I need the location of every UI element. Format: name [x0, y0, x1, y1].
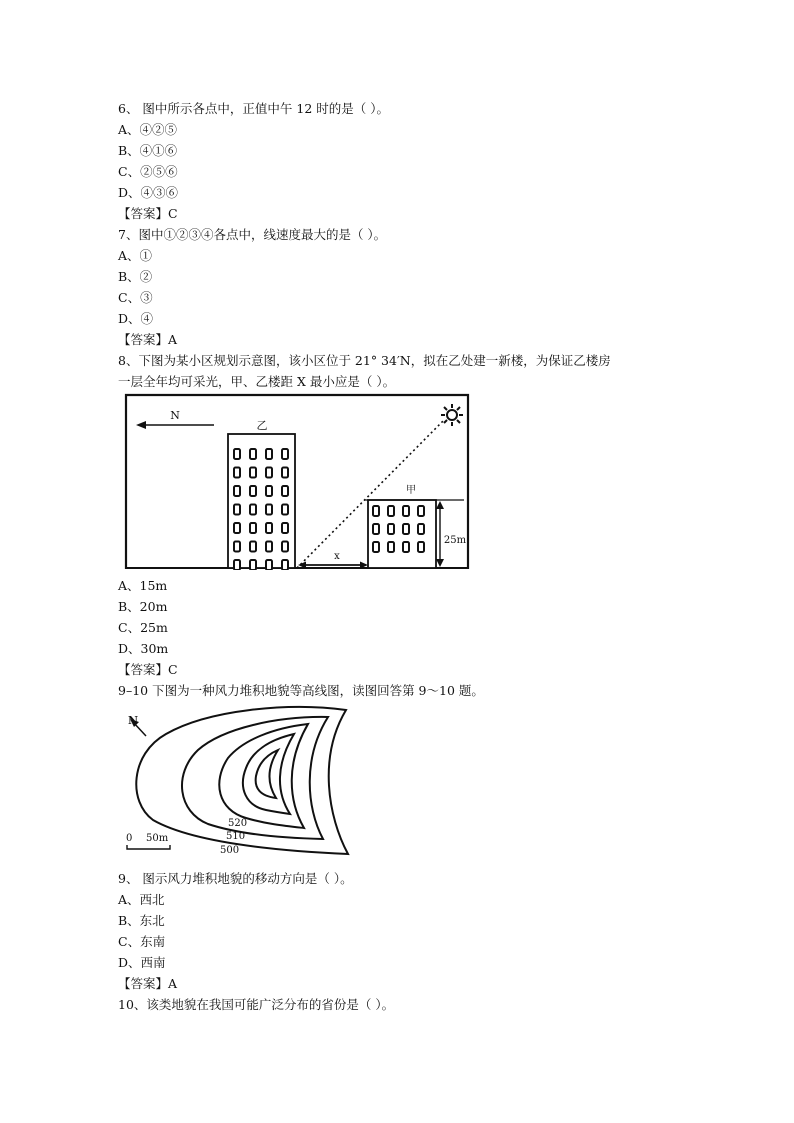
window — [388, 524, 394, 534]
window — [250, 468, 256, 478]
q6-option-b: B、④①⑥ — [118, 143, 178, 158]
scale-bar — [127, 845, 170, 849]
window — [282, 542, 288, 552]
window — [250, 523, 256, 533]
window — [403, 506, 409, 516]
window — [250, 542, 256, 552]
q6-answer: 【答案】C — [118, 206, 178, 221]
contour-north-label: N — [128, 714, 139, 727]
q8-stem-line1: 8、下图为某小区规划示意图，该小区位于 21° 34′N，拟在乙处建一新楼，为保证乙楼房 — [118, 353, 611, 368]
height-dimension — [436, 501, 444, 567]
window — [282, 486, 288, 496]
scale-label: 50m — [146, 833, 169, 844]
building-b — [228, 434, 295, 570]
window — [266, 523, 272, 533]
contour-line-inner-2 — [256, 750, 278, 798]
contour-line-520 — [219, 724, 308, 828]
window — [250, 486, 256, 496]
height-label: 25m — [443, 535, 467, 546]
window — [388, 506, 394, 516]
q6-stem: 6、 图中所示各点中，正值中午 12 时的是（ ）。 — [118, 101, 390, 116]
q8-option-d: D、30m — [118, 641, 169, 656]
window — [266, 505, 272, 515]
q7-answer: 【答案】A — [118, 332, 178, 347]
q7-option-a: A、① — [118, 248, 153, 263]
window — [234, 505, 240, 515]
scale-zero-label: 0 — [126, 833, 133, 844]
window — [282, 468, 288, 478]
building-a — [364, 500, 464, 568]
building-spacing-figure — [122, 393, 472, 570]
window — [266, 486, 272, 496]
q8-option-a: A、15m — [118, 578, 168, 593]
q9-stem: 9、 图示风力堆积地貌的移动方向是（ ）。 — [118, 871, 353, 886]
sun-icon — [441, 404, 463, 426]
q7-option-c: C、③ — [118, 290, 153, 305]
q8-stem-line2: 一层全年均可采光，甲、乙楼距 X 最小应是（ ）。 — [118, 374, 396, 389]
window — [282, 505, 288, 515]
window — [373, 524, 379, 534]
window — [234, 560, 240, 570]
window — [418, 506, 424, 516]
window — [234, 486, 240, 496]
window — [418, 524, 424, 534]
window — [282, 560, 288, 570]
window — [250, 449, 256, 459]
q8-option-c: C、25m — [118, 620, 168, 635]
window — [266, 542, 272, 552]
window — [250, 505, 256, 515]
q6-option-a: A、④②⑤ — [118, 122, 178, 137]
window — [403, 542, 409, 552]
window — [266, 468, 272, 478]
q7-stem: 7、图中①②③④各点中，线速度最大的是（ ）。 — [118, 227, 387, 242]
q9-option-b: B、东北 — [118, 913, 165, 928]
contour-label-510: 510 — [226, 831, 246, 842]
north-arrow — [136, 421, 214, 429]
window — [403, 524, 409, 534]
window — [418, 542, 424, 552]
window — [234, 542, 240, 552]
window — [388, 542, 394, 552]
window — [282, 523, 288, 533]
q9-answer: 【答案】A — [118, 976, 178, 991]
q10-stem: 10、该类地貌在我国可能广泛分布的省份是（ ）。 — [118, 997, 395, 1012]
q8-option-b: B、20m — [118, 599, 168, 614]
contour-label-520: 520 — [228, 818, 248, 829]
window — [234, 523, 240, 533]
window — [250, 560, 256, 570]
north-label: N — [170, 409, 180, 422]
q6-option-d: D、④③⑥ — [118, 185, 179, 200]
window — [234, 449, 240, 459]
contour-label-500: 500 — [220, 845, 240, 856]
contour-line-inner-1 — [243, 734, 294, 814]
window — [373, 542, 379, 552]
window — [234, 468, 240, 478]
building-b-label: 乙 — [256, 419, 268, 432]
window — [282, 449, 288, 459]
q8-answer: 【答案】C — [118, 662, 178, 677]
q7-option-d: D、④ — [118, 311, 154, 326]
q7-option-b: B、② — [118, 269, 153, 284]
q9-10-intro: 9–10 下图为一种风力堆积地貌等高线图，读图回答第 9～10 题。 — [118, 683, 484, 698]
q9-option-a: A、西北 — [118, 892, 165, 907]
building-a-label: 甲 — [406, 485, 416, 496]
q6-option-c: C、②⑤⑥ — [118, 164, 178, 179]
window — [266, 449, 272, 459]
distance-label: x — [334, 551, 340, 562]
window — [373, 506, 379, 516]
q9-option-d: D、西南 — [118, 955, 166, 970]
window — [266, 560, 272, 570]
dune-contour-figure — [118, 702, 368, 862]
q9-option-c: C、东南 — [118, 934, 166, 949]
